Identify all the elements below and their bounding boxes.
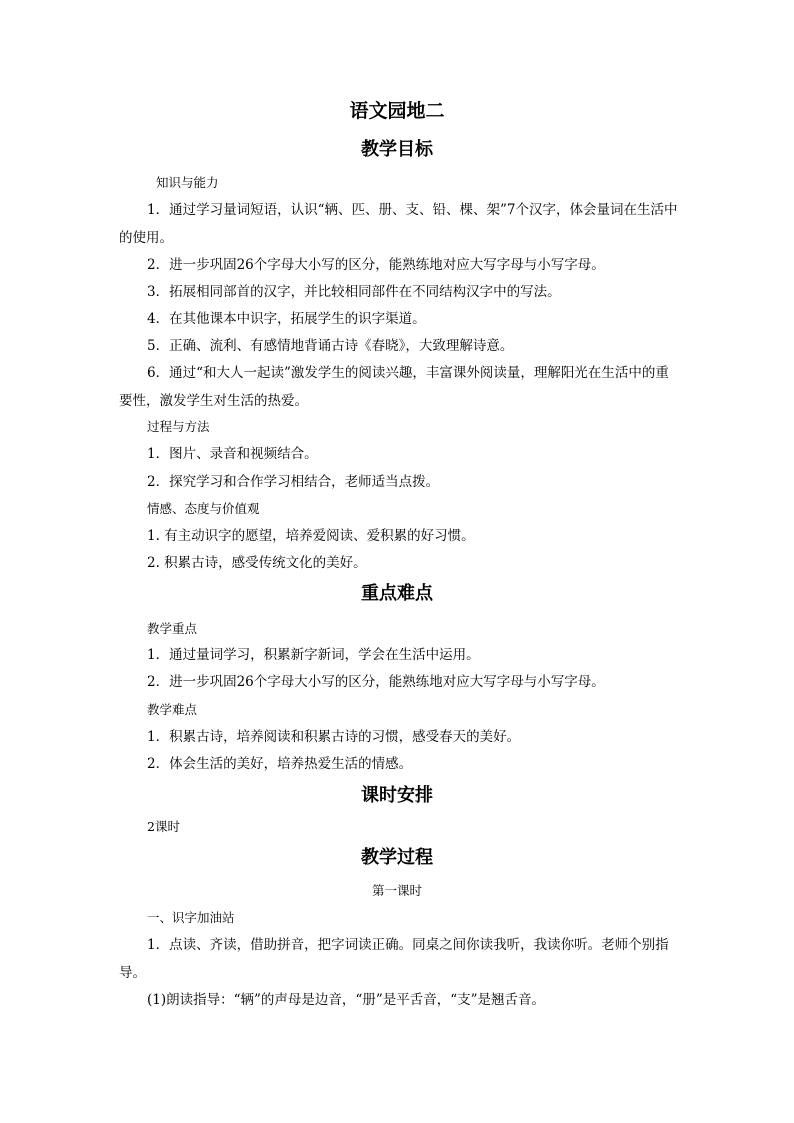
objective-item: 3．拓展相同部首的汉字，并比较相同部件在不同结构汉字中的写法。 [147, 284, 561, 300]
section-heading-schedule: 课时安排 [361, 785, 433, 806]
objective-item: 5．正确、流利、有感情地背诵古诗《春晓》，大致理解诗意。 [147, 338, 514, 354]
objective-item: 2．探究学习和合作学习相结合，老师适当点拨。 [147, 474, 440, 490]
process-item: 1．点读、齐读，借助拼音，把字词读正确。同桌之间你读我听，我读你听。老师个别指导。 [119, 937, 669, 981]
objective-item: 2. 积累古诗，感受传统文化的美好。 [147, 555, 367, 571]
section-heading-process: 教学过程 [361, 847, 433, 868]
subheading-knowledge: 知识与能力 [156, 175, 219, 190]
lesson-title: 第一课时 [371, 883, 422, 898]
objective-item: 2．进一步巩固26个字母大小写的区分，能熟练地对应大写字母与小写字母。 [147, 257, 605, 273]
objective-item: 1．图片、录音和视频结合。 [147, 446, 318, 462]
part-heading: 一、识字加油站 [147, 910, 235, 925]
subheading-difficulty: 教学难点 [147, 702, 198, 717]
schedule-text: 2课时 [147, 819, 180, 834]
key-point-item: 1．通过量词学习，积累新字新词，学会在生活中运用。 [147, 647, 480, 663]
section-heading-key-points: 重点难点 [361, 583, 433, 604]
key-point-item: 2．进一步巩固26个字母大小写的区分，能熟练地对应大写字母与小写字母。 [147, 674, 605, 690]
subheading-process-method: 过程与方法 [147, 419, 210, 434]
subheading-emotion: 情感、态度与价值观 [147, 501, 260, 516]
objective-item: 1. 有主动识字的愿望，培养爱阅读、爱积累的好习惯。 [147, 528, 475, 544]
document-title: 语文园地二 [349, 100, 445, 122]
process-item: (1)朗读指导：“辆”的声母是边音，“册”是平舌音，“支”是翘舌音。 [147, 992, 546, 1008]
objective-item: 4．在其他课本中识字，拓展学生的识字渠道。 [147, 311, 426, 327]
objective-item: 6．通过“和大人一起读”激发学生的阅读兴趣，丰富课外阅读量，理解阳光在生活中的重要性，激发学生对生活的热爱。 [119, 365, 669, 409]
objective-item: 1．通过学习量词短语，认识“辆、匹、册、支、铅、棵、架”7个汉字，体会量词在生活中的使用。 [119, 202, 678, 246]
subheading-focus: 教学重点 [147, 621, 198, 636]
section-heading-objectives: 教学目标 [361, 139, 433, 160]
difficulty-item: 2．体会生活的美好，培养热爱生活的情感。 [147, 756, 413, 772]
difficulty-item: 1．积累古诗，培养阅读和积累古诗的习惯，感受春天的美好。 [147, 729, 521, 745]
